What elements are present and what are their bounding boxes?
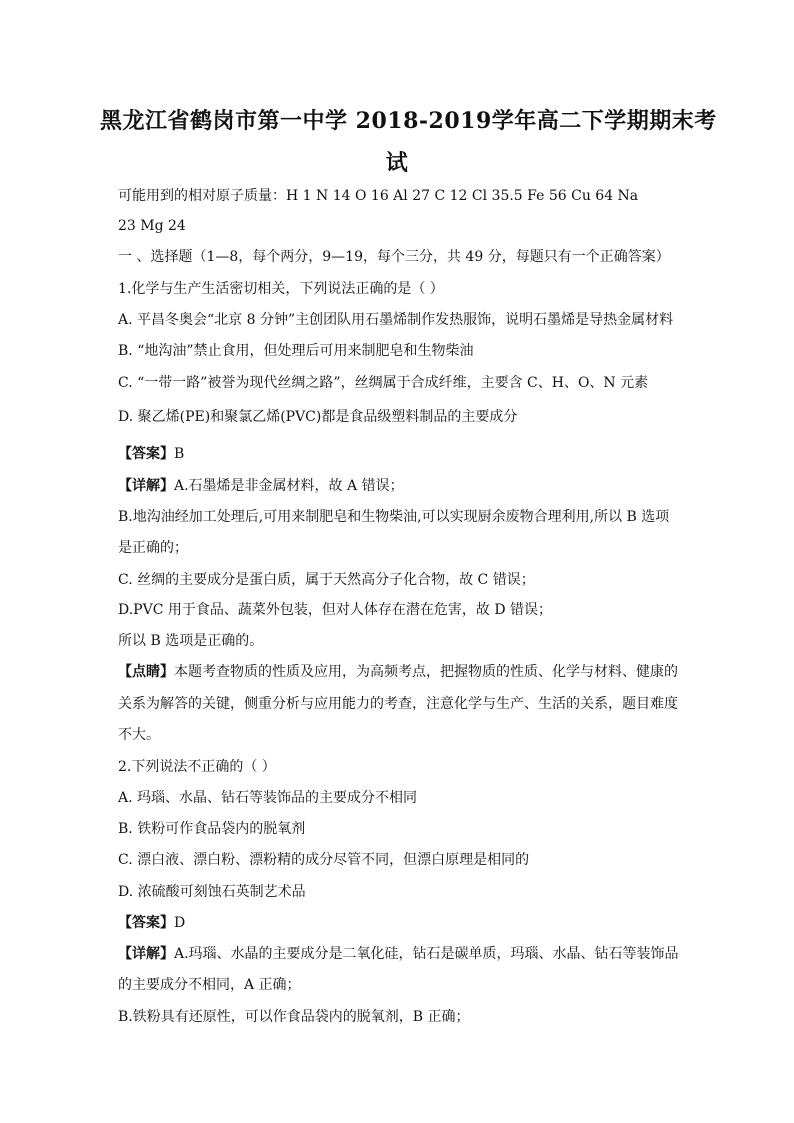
- question-2-answer: [118, 913, 688, 933]
- question-1-detail-line-6: 所以 B 选项是正确的。: [118, 633, 264, 649]
- question-1-detail-line-4: C. 丝绸的主要成分是蛋白质，属于天然高分子化合物，故 C 错误；: [118, 572, 535, 588]
- question-1-detail-line-1: [118, 476, 688, 496]
- question-1-option-d: D. 聚乙烯(PE)和聚氯乙烯(PVC)都是食品级塑料制品的主要成分: [118, 409, 518, 425]
- question-1-stem: 1.化学与生产生活密切相关，下列说法正确的是（ ）: [118, 281, 444, 297]
- question-2-option-d: D. 浓硫酸可刻蚀石英制艺术品: [118, 884, 306, 900]
- question-2-stem: 2.下列说法不正确的（ ）: [118, 759, 276, 775]
- section-heading: 一 、选择题（1—8，每个两分，9—19，每个三分，共 49 分，每题只有一个正确答案）: [118, 249, 670, 265]
- question-1-option-c: C. “一带一路”被誉为现代丝绸之路”，丝绸属于合成纤维，主要含 C、H、O、N 元素: [118, 375, 649, 391]
- question-1-detail-line-3: 是正确的；: [118, 540, 188, 556]
- atomic-masses-line-1: 可能用到的相对原子质量：H 1 N 14 O 16 Al 27 C 12 Cl 35.5 Fe 56 Cu 64 Na: [118, 188, 639, 204]
- detail-text: A.石墨烯是非金属材料，故 A 错误；: [174, 478, 404, 494]
- question-1-answer: [118, 444, 688, 464]
- answer-label: 【答案】: [118, 446, 174, 462]
- document-title-line-1: 黑龙江省鹤岗市第一中学 2018-2019学年高二下学期期末考: [100, 108, 717, 134]
- comment-text: 本题考查物质的性质及应用，为高频考点，把握物质的性质、化学与材料、健康的: [174, 664, 678, 680]
- question-1-comment-line-1: [118, 662, 688, 682]
- question-1-option-b: B. “地沟油”禁止食用，但处理后可用来制肥皂和生物柴油: [118, 343, 474, 359]
- detail-label: 【详解】: [118, 478, 174, 494]
- question-2-detail-line-2: 的主要成分不相同，A 正确；: [118, 977, 301, 993]
- question-2-option-a: A. 玛瑙、水晶、钻石等装饰品的主要成分不相同: [118, 790, 418, 806]
- question-1-comment-line-3: 不大。: [118, 727, 160, 743]
- question-2-option-c: C. 漂白液、漂白粉、漂粉精的成分尽管不同，但漂白原理是相同的: [118, 852, 530, 868]
- question-2-detail-line-3: B.铁粉具有还原性，可以作食品袋内的脱氧剂，B 正确；: [118, 1009, 470, 1025]
- atomic-masses-line-2: 23 Mg 24: [118, 218, 186, 234]
- question-1-option-a: A. 平昌冬奥会“北京 8 分钟”主创团队用石墨烯制作发热服饰，说明石墨烯是导热金属材料: [118, 312, 674, 328]
- question-1-comment-line-2: 关系为解答的关键，侧重分析与应用能力的考查，注意化学与生产、生活的关系，题目难度: [118, 696, 678, 712]
- question-1-detail-line-2: B.地沟油经加工处理后,可用来制肥皂和生物柴油,可以实现厨余废物合理利用,所以 B 选项: [118, 509, 670, 525]
- document-title-line-2: 试: [385, 150, 409, 176]
- question-1-detail-line-5: D.PVC 用于食品、蔬菜外包装，但对人体存在潜在危害，故 D 错误；: [118, 602, 552, 618]
- question-2-detail-line-1: [118, 944, 688, 964]
- answer-label: 【答案】: [118, 915, 174, 931]
- answer-value: D: [174, 915, 186, 931]
- detail-label: 【详解】: [118, 946, 174, 962]
- question-2-option-b: B. 铁粉可作食品袋内的脱氧剂: [118, 821, 306, 837]
- answer-value: B: [174, 446, 185, 462]
- comment-label: 【点睛】: [118, 664, 174, 680]
- detail-text: A.玛瑙、水晶的主要成分是二氧化硅，钻石是碳单质，玛瑙、水晶、钻石等装饰品: [174, 946, 679, 962]
